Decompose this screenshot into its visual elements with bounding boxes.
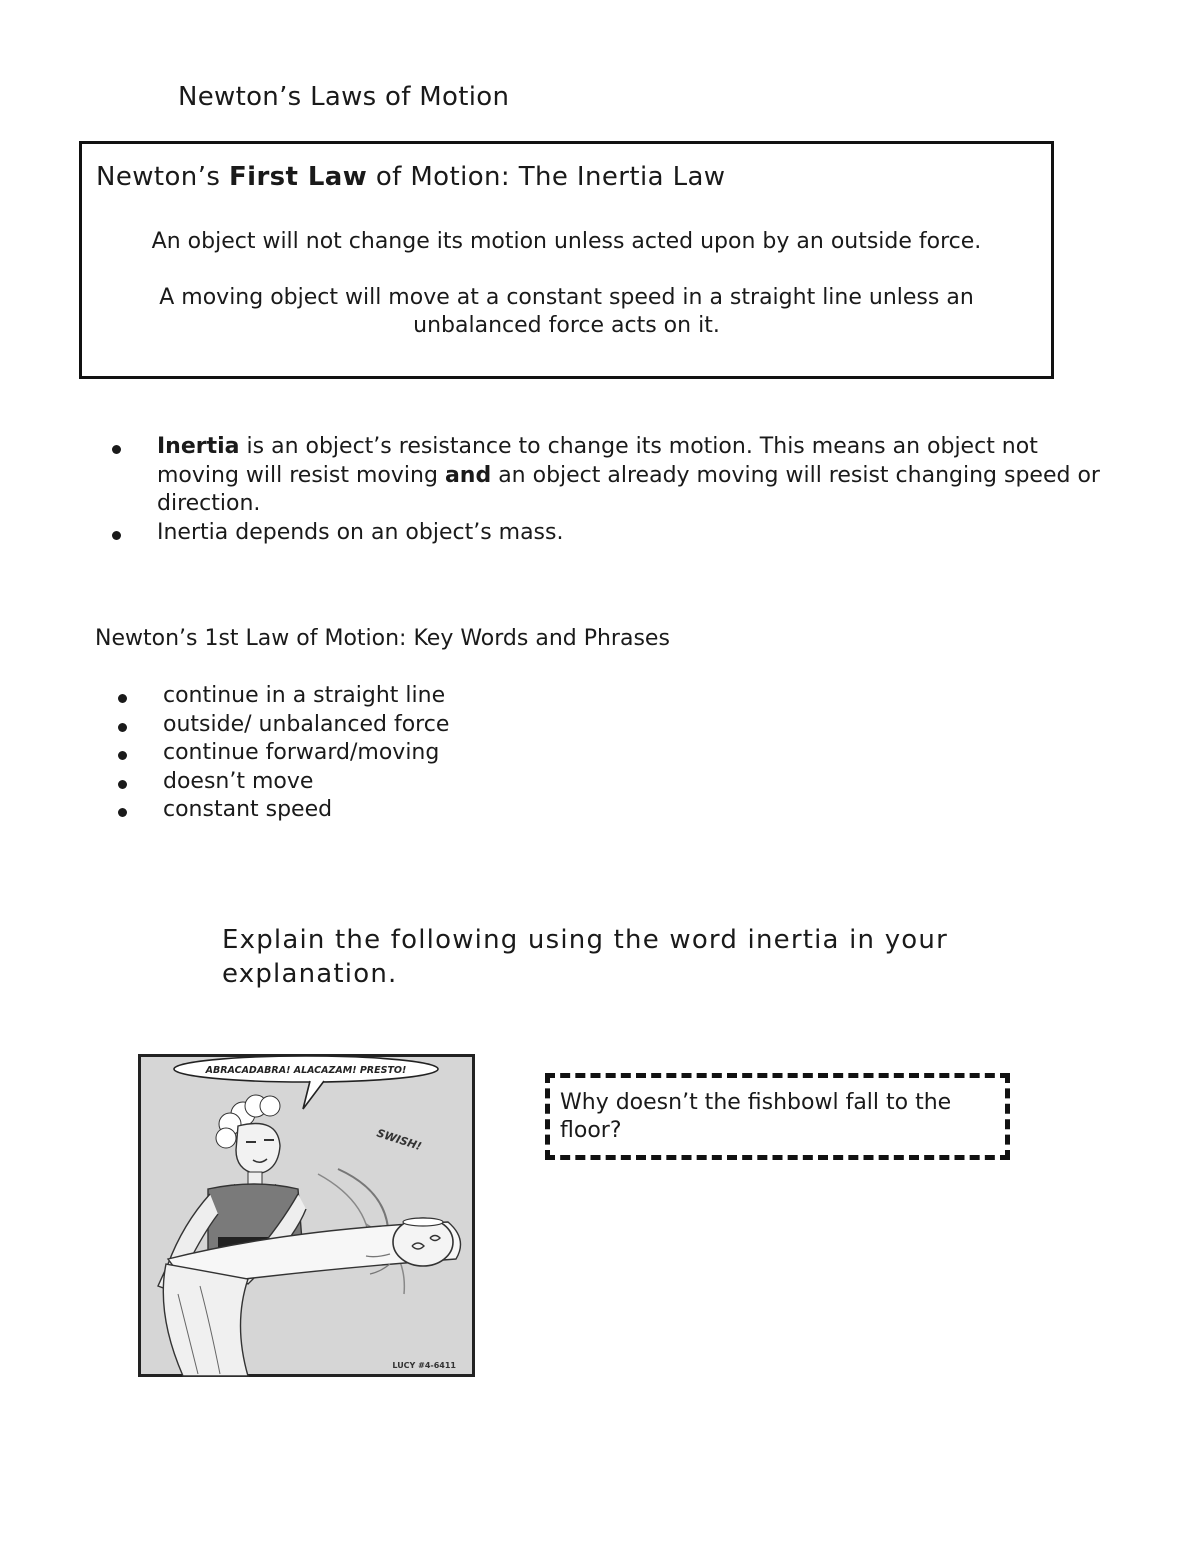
first-law-heading: Newton’s First Law of Motion: The Inertia Law [96,162,726,192]
comic-illustration [138,1054,475,1377]
bullet-icon [118,780,127,789]
question-box [545,1073,1010,1160]
swish-text: SWISH! [375,1126,424,1154]
list-item: Inertia depends on an object’s mass. [157,519,1117,548]
list-item: doesn’t move [163,768,763,797]
bullet-icon [118,694,127,703]
explain-prompt: Explain the following using the word inertia in your explanation. [222,925,948,989]
bullet-icon [118,723,127,732]
first-law-box [79,141,1054,379]
first-law-statement: An object will not change its motion unless acted upon by an outside force. [151,229,982,254]
comic-credit: LUCY #4-6411 [392,1361,456,1370]
key-words-heading: Newton’s 1st Law of Motion: Key Words and Phrases [95,626,670,651]
list-item: continue forward/moving [163,739,763,768]
bullet-icon [112,445,121,454]
bullet-icon [112,531,121,540]
first-law-moving-statement: A moving object will move at a constant speed in a straight line unless an unbalanced force acts on it. [159,285,974,338]
list-item: constant speed [163,796,763,825]
question-text: Why doesn’t the fishbowl fall to the floor? [560,1090,952,1143]
speech-text: ABRACADABRA! ALACAZAM! PRESTO! [205,1065,407,1076]
page-title: Newton’s Laws of Motion [178,82,510,112]
key-words-list [163,682,763,825]
first-law-bold: First Law [228,162,368,192]
list-item: outside/ unbalanced force [163,711,763,740]
list-item: Inertia is an object’s resistance to change its motion. This means an object not moving will resist moving and an object already moving will resist changing speed or direction. [157,433,1117,519]
inertia-bullets [157,433,1117,547]
bullet-icon [118,808,127,817]
list-item: continue in a straight line [163,682,763,711]
bullet-icon [118,751,127,760]
